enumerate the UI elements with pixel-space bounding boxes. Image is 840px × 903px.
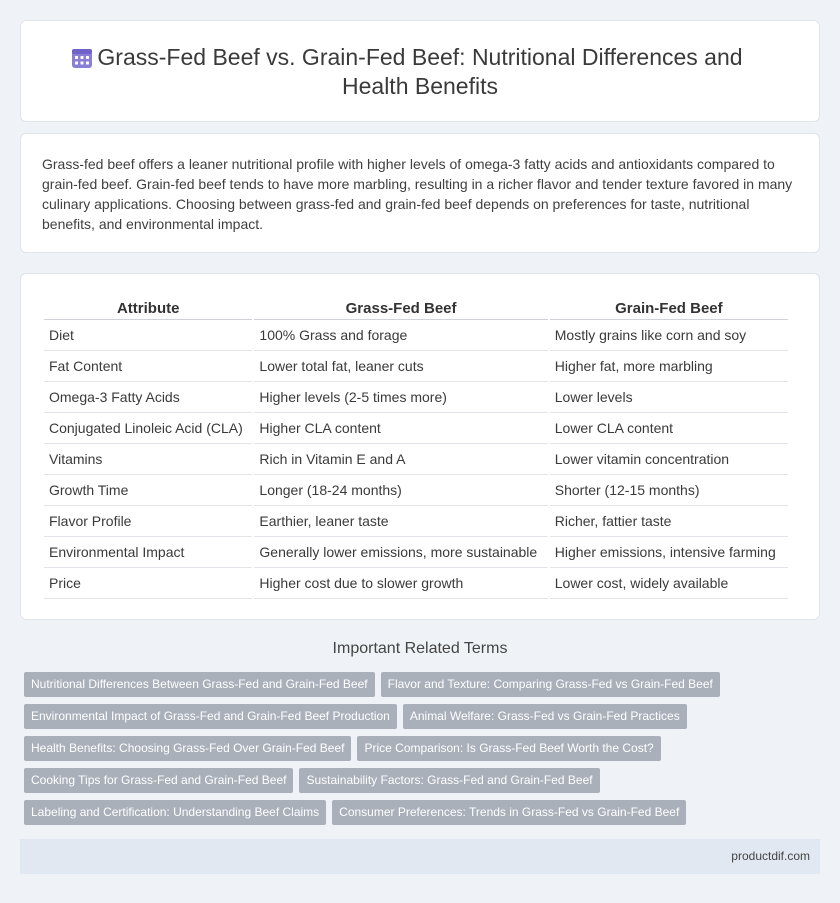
tag-row bbox=[24, 736, 804, 768]
title-card bbox=[20, 20, 820, 122]
table-header-row bbox=[44, 295, 788, 320]
cell-attribute: Fat Content bbox=[44, 351, 252, 382]
related-term-tag[interactable]: Cooking Tips for Grass-Fed and Grain-Fed Beef bbox=[24, 768, 293, 793]
related-terms-list bbox=[24, 672, 804, 832]
cell-grain-fed: Lower levels bbox=[550, 382, 788, 413]
cell-attribute: Growth Time bbox=[44, 475, 252, 506]
cell-attribute: Conjugated Linoleic Acid (CLA) bbox=[44, 413, 252, 444]
tag-row bbox=[24, 800, 804, 832]
footer-bar bbox=[20, 839, 820, 874]
cell-grain-fed: Higher emissions, intensive farming bbox=[550, 537, 788, 568]
cell-attribute: Omega-3 Fatty Acids bbox=[44, 382, 252, 413]
cell-grain-fed: Lower CLA content bbox=[550, 413, 788, 444]
page-title: Grass-Fed Beef vs. Grain-Fed Beef: Nutritional Differences and Health Benefits bbox=[97, 44, 743, 99]
intro-paragraph: Grass-fed beef offers a leaner nutritional profile with higher levels of omega-3 fatty acids and antioxidants compared to grain-fed beef. Grain-fed beef tends to have more marbling, resulting in a richer flavor and tender texture favored in many culinary applications. Choosing between grass-fed and grain-fed beef depends on preferences for taste, nutritional benefits, and environmental impact. bbox=[42, 156, 793, 232]
cell-grain-fed: Higher fat, more marbling bbox=[550, 351, 788, 382]
cell-grass-fed: Higher levels (2-5 times more) bbox=[254, 382, 547, 413]
related-term-tag[interactable]: Nutritional Differences Between Grass-Fed and Grain-Fed Beef bbox=[24, 672, 375, 697]
related-terms-heading: Important Related Terms bbox=[332, 640, 508, 657]
table-row bbox=[44, 382, 788, 413]
cell-attribute: Flavor Profile bbox=[44, 506, 252, 537]
table-row bbox=[44, 537, 788, 568]
cell-grass-fed: Longer (18-24 months) bbox=[254, 475, 547, 506]
cell-attribute: Price bbox=[44, 568, 252, 599]
cell-grain-fed: Shorter (12-15 months) bbox=[550, 475, 788, 506]
footer-site-name: productdif.com bbox=[731, 849, 810, 863]
cell-grass-fed: Lower total fat, leaner cuts bbox=[254, 351, 547, 382]
related-term-tag[interactable]: Environmental Impact of Grass-Fed and Grain-Fed Beef Production bbox=[24, 704, 397, 729]
cell-grass-fed: Rich in Vitamin E and A bbox=[254, 444, 547, 475]
cell-grass-fed: Higher cost due to slower growth bbox=[254, 568, 547, 599]
table-row bbox=[44, 475, 788, 506]
cell-attribute: Diet bbox=[44, 320, 252, 351]
comparison-table-card bbox=[20, 273, 820, 620]
tag-row bbox=[24, 672, 804, 704]
table-row bbox=[44, 568, 788, 599]
table-row bbox=[44, 506, 788, 537]
related-term-tag[interactable]: Consumer Preferences: Trends in Grass-Fed vs Grain-Fed Beef bbox=[332, 800, 686, 825]
cell-grass-fed: Earthier, leaner taste bbox=[254, 506, 547, 537]
cell-grain-fed: Richer, fattier taste bbox=[550, 506, 788, 537]
cell-grain-fed: Lower vitamin concentration bbox=[550, 444, 788, 475]
cell-attribute: Environmental Impact bbox=[44, 537, 252, 568]
intro-card bbox=[20, 133, 820, 253]
related-term-tag[interactable]: Health Benefits: Choosing Grass-Fed Over Grain-Fed Beef bbox=[24, 736, 351, 761]
header-grass-fed: Grass-Fed Beef bbox=[254, 295, 547, 320]
comparison-table bbox=[42, 295, 790, 599]
table-row bbox=[44, 320, 788, 351]
cell-grass-fed: 100% Grass and forage bbox=[254, 320, 547, 351]
tag-row bbox=[24, 768, 804, 800]
related-term-tag[interactable]: Animal Welfare: Grass-Fed vs Grain-Fed Practices bbox=[403, 704, 687, 729]
related-term-tag[interactable]: Price Comparison: Is Grass-Fed Beef Worth the Cost? bbox=[357, 736, 660, 761]
table-row bbox=[44, 351, 788, 382]
related-term-tag[interactable]: Flavor and Texture: Comparing Grass-Fed vs Grain-Fed Beef bbox=[381, 672, 720, 697]
related-term-tag[interactable]: Labeling and Certification: Understanding Beef Claims bbox=[24, 800, 326, 825]
header-grain-fed: Grain-Fed Beef bbox=[550, 295, 788, 320]
cell-grain-fed: Lower cost, widely available bbox=[550, 568, 788, 599]
cell-grain-fed: Mostly grains like corn and soy bbox=[550, 320, 788, 351]
cell-attribute: Vitamins bbox=[44, 444, 252, 475]
cell-grass-fed: Higher CLA content bbox=[254, 413, 547, 444]
header-attribute: Attribute bbox=[44, 295, 252, 320]
related-term-tag[interactable]: Sustainability Factors: Grass-Fed and Grain-Fed Beef bbox=[299, 768, 599, 793]
cell-grass-fed: Generally lower emissions, more sustainable bbox=[254, 537, 547, 568]
table-row bbox=[44, 413, 788, 444]
table-row bbox=[44, 444, 788, 475]
tag-row bbox=[24, 704, 804, 736]
